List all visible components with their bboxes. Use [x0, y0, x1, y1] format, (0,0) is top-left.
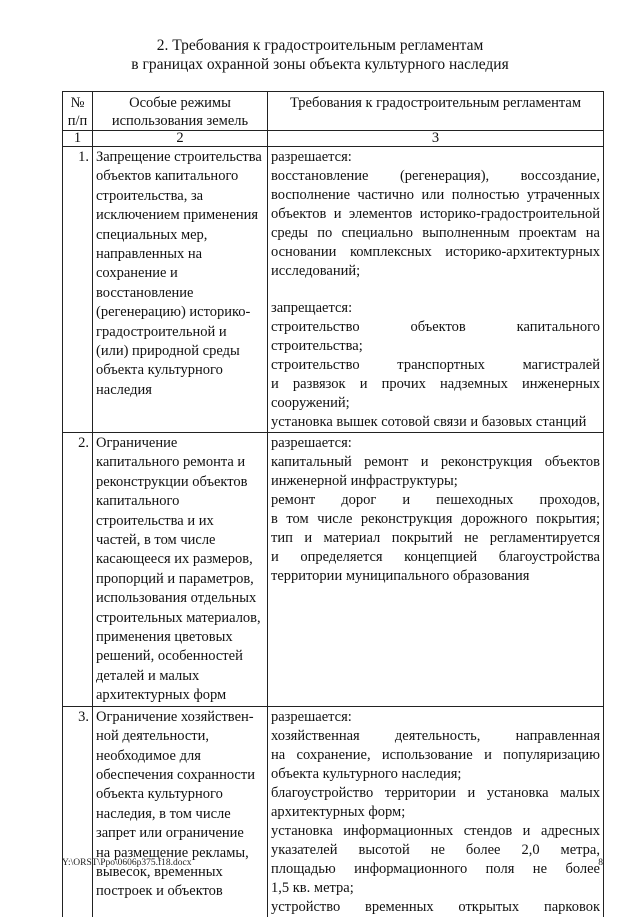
mode-line: касающееся их размеров,	[96, 551, 253, 568]
mode-line: специальных мер,	[96, 226, 208, 243]
regulations-table	[62, 91, 604, 917]
column-number: 2	[93, 131, 268, 147]
mode-line: необходимое для	[96, 747, 201, 764]
requirement-line: 1,5 кв. метра;	[271, 879, 354, 896]
requirement-line: объекта культурного наследия;	[271, 765, 462, 782]
requirement-line: восполнение частично или полностью утраченных	[271, 187, 600, 203]
mode-line: решений, особенностей	[96, 648, 243, 665]
blank-line	[271, 281, 600, 299]
column-number: 3	[268, 131, 604, 147]
column-number: 1	[63, 131, 93, 147]
mode-line: восстановление	[96, 284, 194, 301]
mode-line: на размещение рекламы,	[96, 844, 249, 861]
table-row	[63, 433, 604, 707]
requirement-line: устройство временных открытых парковок	[271, 898, 600, 915]
mode-line: использования отдельных	[96, 590, 257, 607]
section-title	[0, 36, 640, 74]
requirement-line: инженерной инфраструктуры;	[271, 473, 458, 489]
requirement-line: тип и материал покрытий не регламентируется	[271, 530, 600, 546]
requirement-line: хозяйственная деятельность, направленная	[271, 727, 600, 744]
mode-line: деталей и малых	[96, 667, 200, 684]
mode-cell	[93, 706, 268, 917]
mode-line: объектов капитального	[96, 168, 239, 185]
mode-line: пропорций и параметров,	[96, 570, 254, 587]
requirements-cell	[268, 706, 604, 917]
mode-line: объекта культурного	[96, 362, 223, 379]
header-req: Требования к градостроительным регламентам	[268, 92, 604, 131]
mode-line: запрет или ограничение	[96, 825, 244, 842]
requirement-line: строительство объектов капитального	[271, 319, 600, 335]
requirement-line: строительства;	[271, 338, 363, 354]
table-row	[63, 147, 604, 433]
mode-line: Ограничение хозяйствен-	[96, 708, 254, 725]
section-title-line-1: 2. Требования к градостроительным регламентам	[156, 37, 484, 54]
mode-line: Ограничение	[96, 435, 178, 451]
mode-cell	[93, 147, 268, 433]
table-row	[63, 706, 604, 917]
requirement-line: разрешается:	[271, 149, 352, 165]
row-number: 1.	[63, 147, 93, 433]
mode-line: строительства и их	[96, 512, 214, 529]
table-header-row	[63, 92, 604, 131]
mode-line: ной деятельности,	[96, 728, 210, 745]
mode-line: наследия	[96, 381, 152, 398]
mode-line: направленных на	[96, 246, 203, 263]
mode-line: построек и объектов	[96, 883, 223, 900]
requirement-line: установка информационных стендов и адресных	[271, 822, 600, 839]
page-footer	[62, 858, 603, 868]
requirement-line: запрещается:	[271, 300, 353, 316]
mode-line: частей, в том числе	[96, 532, 216, 549]
mode-line: вывесок, временных	[96, 863, 223, 880]
row-number: 2.	[63, 433, 93, 707]
header-mode: Особые режимы использования земель	[93, 92, 268, 131]
requirement-line: исследований;	[271, 263, 361, 279]
requirement-line: основании комплексных историко-архитектурных	[271, 244, 600, 260]
requirement-line: территории муниципального образования	[271, 568, 530, 584]
mode-line: строительства, за	[96, 187, 204, 204]
requirement-line: указателей высотой не более 2,0 метра,	[271, 841, 600, 858]
mode-line: капитального ремонта и	[96, 454, 246, 471]
mode-cell	[93, 433, 268, 707]
mode-line: сохранение и	[96, 265, 178, 282]
requirement-line: в том числе реконструкция дорожного покрытия;	[271, 511, 600, 527]
column-number-row	[63, 131, 604, 147]
mode-line: строительных материалов,	[96, 609, 261, 626]
header-num: № п/п	[63, 92, 93, 131]
mode-line: реконструкции объектов	[96, 473, 248, 490]
section-title-line-2: в границах охранной зоны объекта культурного наследия	[131, 56, 509, 73]
mode-line: архитектурных форм	[96, 687, 227, 704]
requirement-line: и определяется концепцией благоустройства	[271, 549, 600, 565]
requirement-line: капитальный ремонт и реконструкция объектов	[271, 454, 600, 470]
requirement-line: разрешается:	[271, 435, 352, 451]
mode-line: (или) природной среды	[96, 343, 240, 360]
mode-line: обеспечения сохранности	[96, 766, 255, 783]
requirement-line: строительство транспортных магистралей	[271, 357, 600, 373]
mode-line: исключением применения	[96, 207, 259, 224]
page-number: 8	[598, 858, 603, 868]
requirement-line: объектов и элементов историко-градостроительной	[271, 206, 600, 222]
requirement-line: архитектурных форм;	[271, 803, 406, 820]
requirement-line: установка вышек сотовой связи и базовых станций	[271, 414, 587, 430]
requirements-cell	[268, 433, 604, 707]
requirement-line: ремонт дорог и пешеходных проходов,	[271, 492, 600, 508]
requirement-line: сооружений;	[271, 395, 350, 411]
mode-line: Запрещение строительства	[96, 149, 262, 165]
mode-line: применения цветовых	[96, 629, 233, 646]
requirement-line: на сохранение, использование и популяризацию	[271, 746, 600, 763]
requirement-line: среды по специально выполненным проектам на	[271, 225, 600, 241]
requirements-cell	[268, 147, 604, 433]
mode-line: объекта культурного	[96, 786, 223, 803]
requirement-line: площадью информационного поля не более	[271, 860, 600, 877]
requirement-line: разрешается:	[271, 708, 352, 725]
mode-line: градостроительной и	[96, 323, 227, 340]
requirement-line: благоустройство территории и установка малых	[271, 784, 600, 801]
mode-line: наследия, в том числе	[96, 805, 231, 822]
requirement-line: и развязок и прочих надземных инженерных	[271, 376, 600, 392]
mode-line: (регенерацию) историко-	[96, 304, 251, 321]
mode-line: капитального	[96, 493, 180, 510]
requirement-line: восстановление (регенерация), воссоздание,	[271, 168, 600, 184]
file-path: Y:\ORST\Ppo\0606p375.f18.docx	[62, 858, 192, 868]
row-number: 3.	[63, 706, 93, 917]
